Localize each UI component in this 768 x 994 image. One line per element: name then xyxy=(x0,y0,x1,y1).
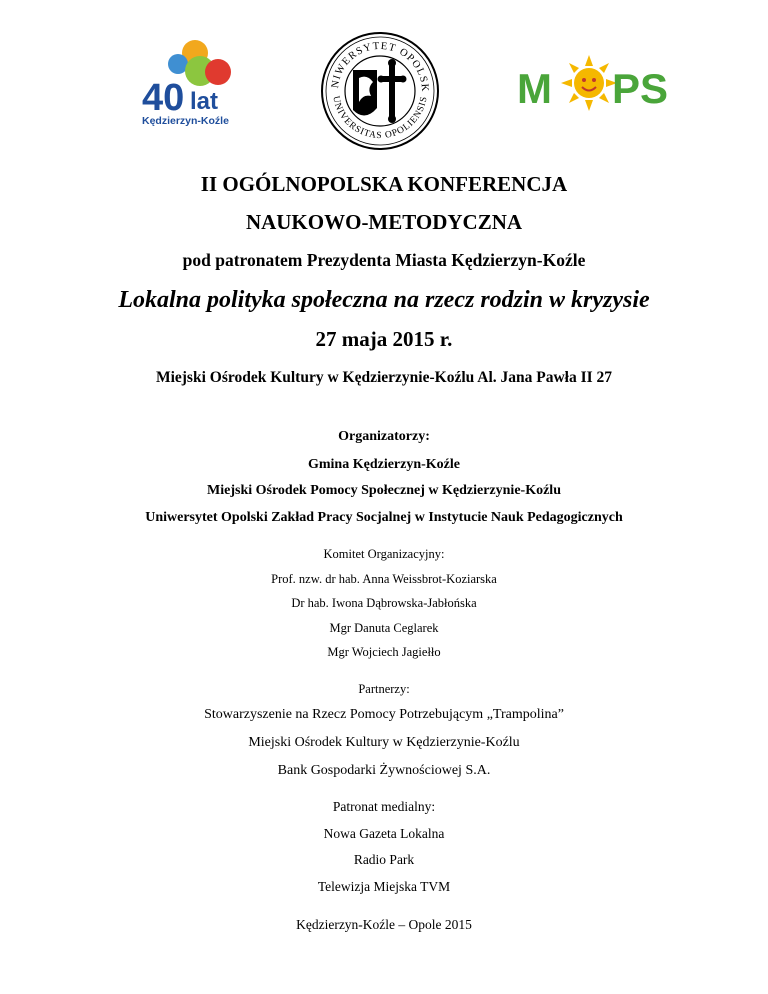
conference-date: 27 maja 2015 r. xyxy=(315,327,453,351)
media-item: Nowa Gazeta Lokalna xyxy=(323,826,445,841)
patronage-line: pod patronatem Prezydenta Miasta Kędzierzyn-Koźle xyxy=(182,250,586,270)
mops-letter-m: M xyxy=(517,65,552,112)
seal-ring-bottom: UNIVERSITAS OPOLIENSIS xyxy=(330,95,430,142)
conference-title-line2: NAUKOWO-METODYCZNA xyxy=(245,210,523,234)
organizer-item: Uniwersytet Opolski Zakład Pracy Socjalnej w Instytucie Nauk Pedagogicznych xyxy=(145,510,623,525)
organizer-item: Gmina Kędzierzyn-Koźle xyxy=(307,457,461,472)
seal-ring-top: NIWERSYTET OPOLSK xyxy=(329,40,431,93)
committee-member: Mgr Wojciech Jagiełło xyxy=(327,645,441,659)
committee-member: Dr hab. Iwona Dąbrowska-Jabłońska xyxy=(291,596,477,610)
conference-title-line1: II OGÓLNOPOLSKA KONFERENCJA xyxy=(200,172,568,196)
logo-40-suffix: lat xyxy=(190,88,219,115)
partner-item: Miejski Ośrodek Kultury w Kędzierzynie-Koźlu xyxy=(248,735,520,750)
mops-letters-ps: PS xyxy=(612,65,669,112)
partner-item: Bank Gospodarki Żywnościowej S.A. xyxy=(277,763,491,778)
committee-member: Prof. nzw. dr hab. Anna Weissbrot-Koziarska xyxy=(271,572,497,586)
mops-sun-logo xyxy=(517,53,677,113)
partners-heading: Partnerzy: xyxy=(358,682,410,696)
conference-venue: Miejski Ośrodek Kultury w Kędzierzynie-Koźlu Al. Jana Pawła II 27 xyxy=(155,369,613,386)
media-heading: Patronat medialny: xyxy=(332,799,436,814)
partner-item: Stowarzyszenie na Rzecz Pomocy Potrzebującym „Trampolina” xyxy=(204,707,564,722)
media-item: Telewizja Miejska TVM xyxy=(317,879,451,894)
organizers-heading: Organizatorzy: xyxy=(338,429,430,444)
conference-theme: Lokalna polityka społeczna na rzecz rodzin w kryzysie xyxy=(118,287,650,313)
committee-heading: Komitet Organizacyjny: xyxy=(323,547,445,561)
svg-text:UNIVERSITAS OPOLIENSIS xyxy=(330,95,429,141)
organizer-item: Miejski Ośrodek Pomocy Społecznej w Kędzierzynie-Koźlu xyxy=(207,483,561,498)
logo-40-caption: Kędzierzyn-Koźle xyxy=(142,115,229,127)
media-item: Radio Park xyxy=(353,852,415,867)
university-seal-logo xyxy=(319,30,441,152)
logo-40-number: 40 xyxy=(142,77,185,119)
place-and-year-footer: Kędzierzyn-Koźle – Opole 2015 xyxy=(296,917,472,932)
committee-member: Mgr Danuta Ceglarek xyxy=(329,621,439,635)
anniversary-40-logo xyxy=(138,36,248,128)
